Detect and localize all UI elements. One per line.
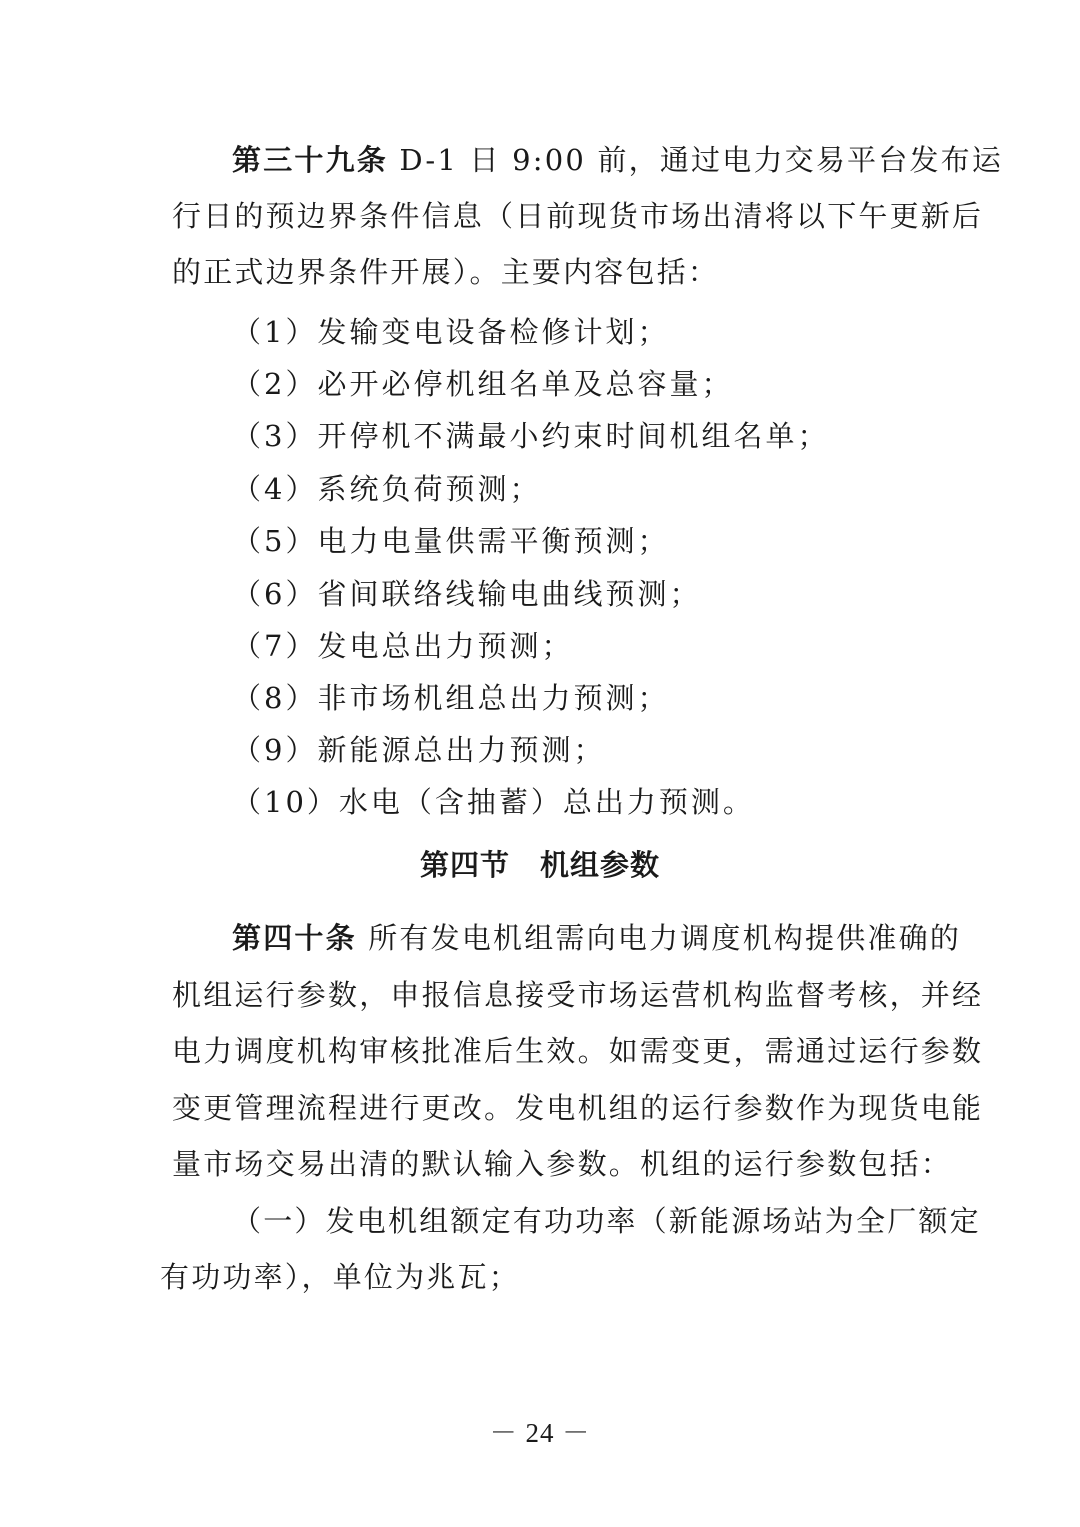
list-item: （6）省间联络线输电曲线预测； [232,577,702,611]
list-item: （1）发输变电设备检修计划； [232,315,670,349]
list-item: （9）新能源总出力预测； [232,733,606,767]
article-40-line-3: 电力调度机构审核批准后生效。如需变更，需通过运行参数 [172,1034,984,1068]
section-number: 第四节 [419,848,510,882]
article-39-label: 第三十九条 [232,143,389,177]
list-item: （7）发电总出力预测； [232,629,574,663]
article-40-label: 第四十条 [232,921,357,955]
item-1-line-1: （一）发电机组额定有功功率（新能源场站为全厂额定 [232,1204,981,1238]
list-item: （4）系统负荷预测； [232,472,542,506]
section-heading [0,845,1080,885]
article-40-line-1 [232,918,962,958]
article-40-line-2: 机组运行参数，申报信息接受市场运营机构监督考核，并经 [172,978,984,1012]
article-40-line-5: 量市场交易出清的默认输入参数。机组的运行参数包括： [172,1147,953,1181]
list-item: （3）开停机不满最小约束时间机组名单； [232,419,830,453]
item-1-line-2: 有功功率），单位为兆瓦； [160,1260,520,1294]
list-item: （8）非市场机组总出力预测； [232,681,670,715]
article-39-line-3: 的正式边界条件开展）。主要内容包括： [172,255,720,289]
page-number: － 24 － [489,1418,591,1448]
article-39-line-2: 行日的预边界条件信息（日前现货市场出清将以下午更新后 [172,199,984,233]
list-item: （2）必开必停机组名单及总容量； [232,367,734,401]
article-39-text: D-1 日 9:00 前，通过电力交易平台发布运 [388,143,1004,177]
article-40-text: 所有发电机组需向电力调度机构提供准确的 [356,921,962,955]
section-title: 机组参数 [540,848,661,882]
list-item: （5）电力电量供需平衡预测； [232,524,670,558]
article-40-line-4: 变更管理流程进行更改。发电机组的运行参数作为现货电能 [172,1091,984,1125]
article-39-line-1 [232,140,1004,180]
list-item: （10）水电（含抽蓄）总出力预测。 [232,785,755,819]
